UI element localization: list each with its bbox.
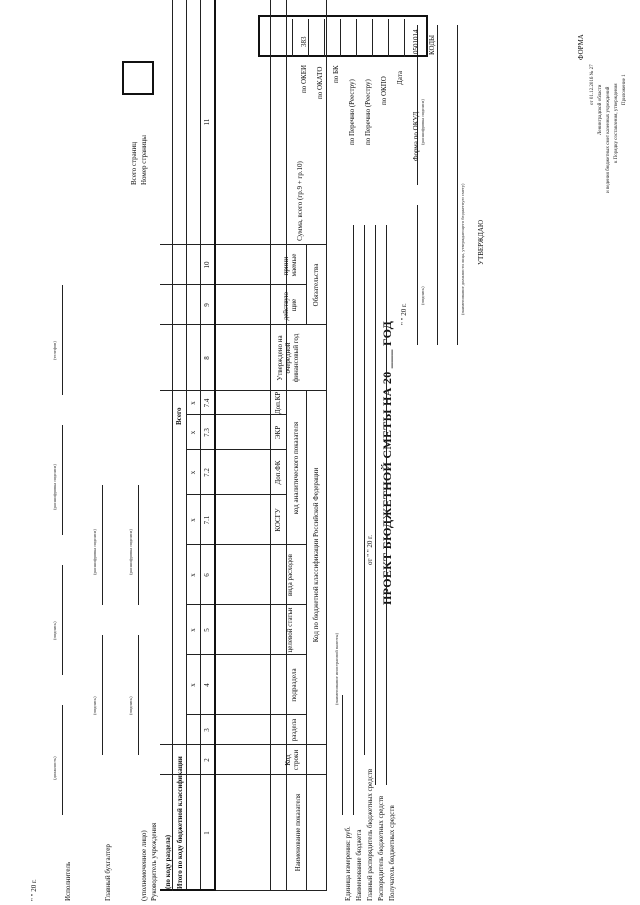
- approve-date: " " 20 г.: [400, 303, 408, 325]
- sign-head-signature-cap: (подпись): [128, 696, 133, 715]
- field-main-distributor: Главный распорядитель бюджетных средств: [366, 768, 374, 901]
- appendix-line5: от 01.12.2016 № 27: [590, 64, 595, 105]
- header-podrazdel: подраздела: [290, 668, 298, 702]
- colnum-7-3: 7.3: [203, 428, 211, 437]
- approve-title: УТВЕРЖДАЮ: [477, 219, 485, 265]
- field-distributor: Распорядитель бюджетных средств: [377, 795, 385, 901]
- table-body-frame: [160, 0, 216, 891]
- header-vid: вида расходов: [286, 554, 294, 596]
- colnum-5: 5: [203, 628, 211, 632]
- header-dopkr: Доп.КР: [274, 391, 282, 415]
- header-approved: Утверждено на очередной финансовый год: [276, 333, 300, 383]
- appendix-line2: к Порядку составления, утверждения: [614, 83, 619, 163]
- approve-signature-caption: (подпись): [420, 286, 425, 305]
- code-label-bk: по БК: [332, 65, 340, 83]
- forma-label: ФОРМА: [577, 34, 585, 60]
- sign-accountant: Главный бухгалтер: [104, 844, 112, 901]
- header-total: Сумма, всего (гр.9 + гр.10): [296, 161, 304, 241]
- sign-acc-decode-cap: (расшифровка подписи): [92, 529, 97, 575]
- code-value-okud: 0501014: [412, 29, 420, 54]
- colnum-7-4: 7.4: [203, 398, 211, 408]
- header-bk: Код по бюджетной классификации Российской Федерации: [312, 467, 320, 643]
- code-value-okei: 383: [300, 36, 308, 47]
- x-mark-7: x: [189, 401, 197, 405]
- code-label-date: Дата: [396, 71, 404, 85]
- x-mark-2: x: [189, 628, 197, 632]
- x-mark-3: x: [189, 573, 197, 577]
- header-target: целевой статьи: [286, 607, 294, 653]
- appendix-line4: Ленинградской области: [598, 84, 603, 135]
- x-mark-5: x: [189, 470, 197, 475]
- header-dopfk: Доп.ФК: [274, 460, 282, 485]
- colnum-3: 3: [203, 728, 211, 732]
- colnum-6: 6: [203, 573, 211, 577]
- document-date: от " " 20 г.: [366, 534, 374, 565]
- x-mark-1: x: [189, 683, 197, 687]
- codes-column: [258, 15, 428, 57]
- colnum-10: 10: [203, 261, 211, 269]
- currency-caption: (наименование иностранной валюты): [334, 633, 339, 705]
- field-unit: Единица измерения: руб.: [344, 826, 352, 901]
- colnum-9: 9: [203, 303, 211, 307]
- field-budget-name: Наименование бюджета: [355, 829, 363, 901]
- appendix-line1: Приложение 1: [622, 74, 627, 105]
- header-name: Наименование показателя: [294, 793, 302, 872]
- colnum-1: 1: [203, 831, 211, 835]
- total-row-line2: (по коду раздела): [164, 834, 172, 889]
- total-row-line1: Итого по коду бюджетной классификации: [176, 756, 184, 889]
- sign-head-line1: Руководитель учреждения: [150, 822, 158, 901]
- field-recipient: Получатель бюджетных средств: [388, 805, 396, 901]
- page-number-box: [122, 61, 154, 95]
- sign-executor: Исполнитель: [64, 861, 72, 901]
- document-title: ПРОЕКТ БЮДЖЕТНОЙ СМЕТЫ НА 20 ___ ГОД: [380, 320, 394, 605]
- header-obligations: Обязательства: [312, 263, 320, 307]
- header-ekr: ЭКР: [274, 425, 282, 440]
- code-label-reestr1: по Перечню (Реестру): [364, 79, 372, 145]
- sign-exec-decode-cap: (расшифровка подписи): [52, 464, 57, 510]
- header-code: Код строки: [284, 749, 300, 771]
- code-label-reestr2: по Перечню (Реестру): [348, 79, 356, 145]
- code-label-okei: по ОКЕИ: [300, 64, 308, 93]
- colnum-11: 11: [203, 118, 211, 126]
- sign-acc-signature-cap: (подпись): [92, 696, 97, 715]
- vsego-label: Всего: [175, 407, 183, 425]
- header-analytics: код аналитического показателя: [292, 421, 300, 515]
- sign-date: " " 20 г.: [30, 879, 38, 901]
- code-label-okpo: по ОКПО: [380, 76, 388, 105]
- colnum-8: 8: [203, 356, 211, 360]
- colnum-4: 4: [203, 683, 211, 687]
- x-mark-6: x: [189, 430, 197, 435]
- sign-head-line2: (уполномоченное лицо): [140, 830, 148, 901]
- colnum-7-2: 7.2: [203, 468, 211, 477]
- header-accepted: прини-маемые: [282, 253, 298, 277]
- sign-exec-phone-cap: (телефон): [52, 341, 57, 360]
- sign-head-decode-cap: (расшифровка подписи): [128, 529, 133, 575]
- x-mark-4: x: [189, 518, 197, 522]
- colnum-7-1: 7.1: [203, 515, 211, 525]
- header-kosgu: КОСГУ: [274, 508, 282, 532]
- header-razdel: раздела: [290, 718, 298, 742]
- codes-header: КОДЫ: [428, 34, 436, 55]
- sign-exec-signature-cap: (подпись): [52, 621, 57, 640]
- sign-exec-position-cap: (должность): [52, 756, 57, 780]
- approve-position-caption: (наименование должности лица, утверждающего бюджетную смету): [460, 183, 465, 315]
- approve-decode-caption: (расшифровка подписи): [420, 99, 425, 145]
- appendix-line3: и ведения бюджетных смет казенных учреждений: [606, 86, 611, 193]
- code-label-okud: Форма по ОКУД: [412, 111, 420, 161]
- colnum-2: 2: [203, 758, 211, 762]
- header-current: действую-щие: [282, 289, 298, 321]
- code-label-okato: по ОКАТО: [316, 66, 324, 99]
- page-number-label: Номер страницы: [140, 134, 148, 185]
- page-total-label: Всего страниц: [130, 141, 138, 185]
